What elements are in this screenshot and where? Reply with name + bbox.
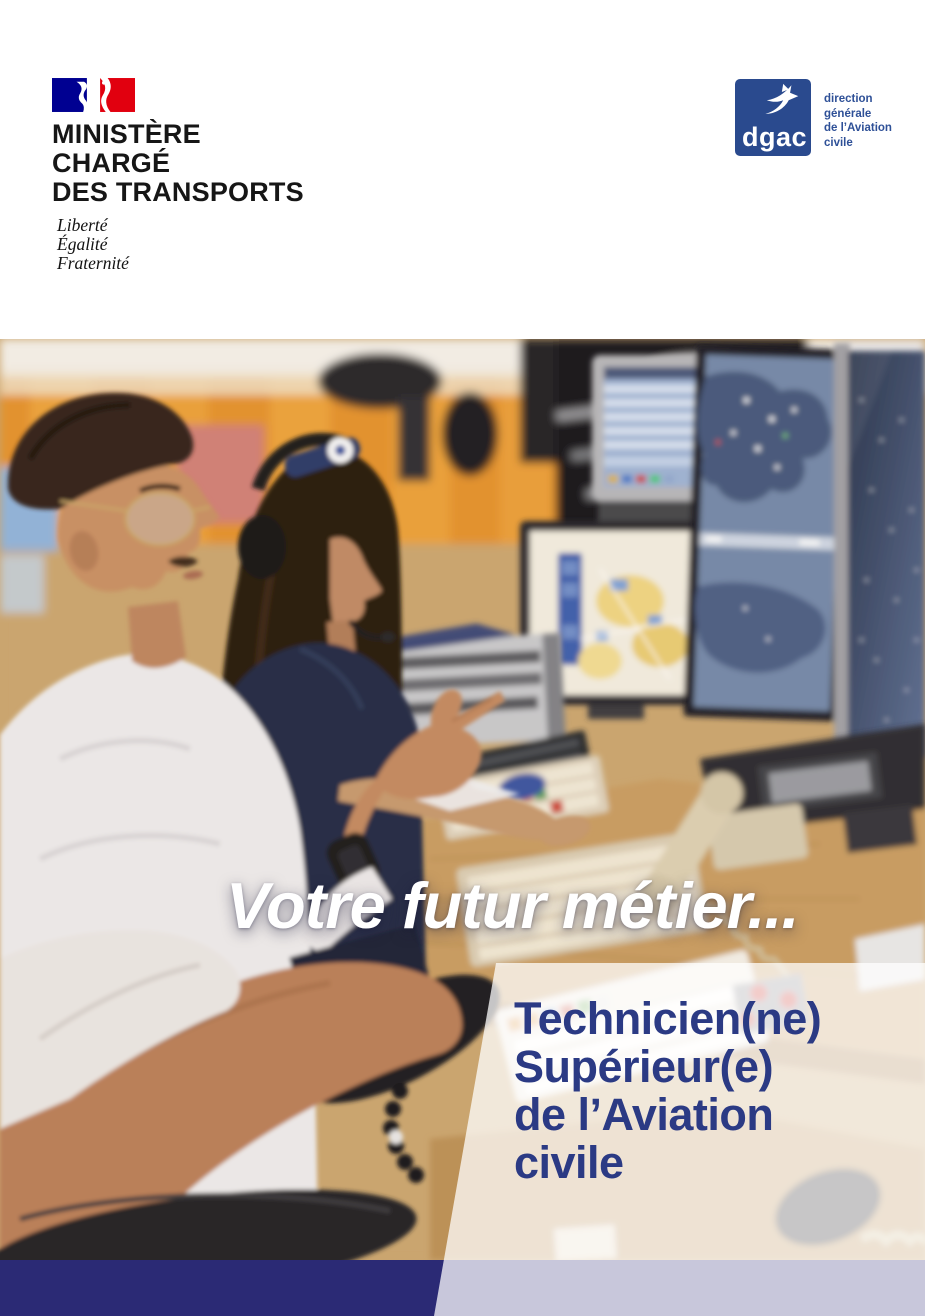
dgac-logo-square <box>735 79 811 156</box>
ministry-title-line: MINISTÈRE <box>52 119 201 149</box>
main-title-line: Supérieur(e) <box>514 1041 774 1092</box>
ministry-title-line: CHARGÉ <box>52 148 171 178</box>
ministry-motto <box>52 216 304 273</box>
hero-tagline: Votre futur métier... <box>226 869 799 942</box>
swallow-bird-icon <box>749 82 801 124</box>
dgac-name <box>824 79 892 156</box>
main-title-line: civile <box>514 1137 624 1188</box>
motto-line: Fraternité <box>57 253 129 273</box>
dgac-name-line: civile <box>824 136 853 149</box>
ministry-title <box>52 120 304 207</box>
main-title <box>514 995 821 1187</box>
dgac-name-line: direction <box>824 93 873 105</box>
dgac-name-line: générale <box>824 107 872 120</box>
main-title-line: de l’Aviation <box>514 1089 774 1140</box>
dgac-acronym: dgac <box>742 122 808 152</box>
gouv-logo-block <box>52 78 304 273</box>
motto-line: Égalité <box>57 234 108 254</box>
dgac-logo-block <box>735 79 892 156</box>
ministry-title-line: DES TRANSPORTS <box>52 177 304 207</box>
french-flag-icon <box>52 78 135 112</box>
motto-line: Liberté <box>57 215 108 235</box>
dgac-name-line: de l’Aviation <box>824 122 892 134</box>
main-title-line: Technicien(ne) <box>514 993 822 1044</box>
